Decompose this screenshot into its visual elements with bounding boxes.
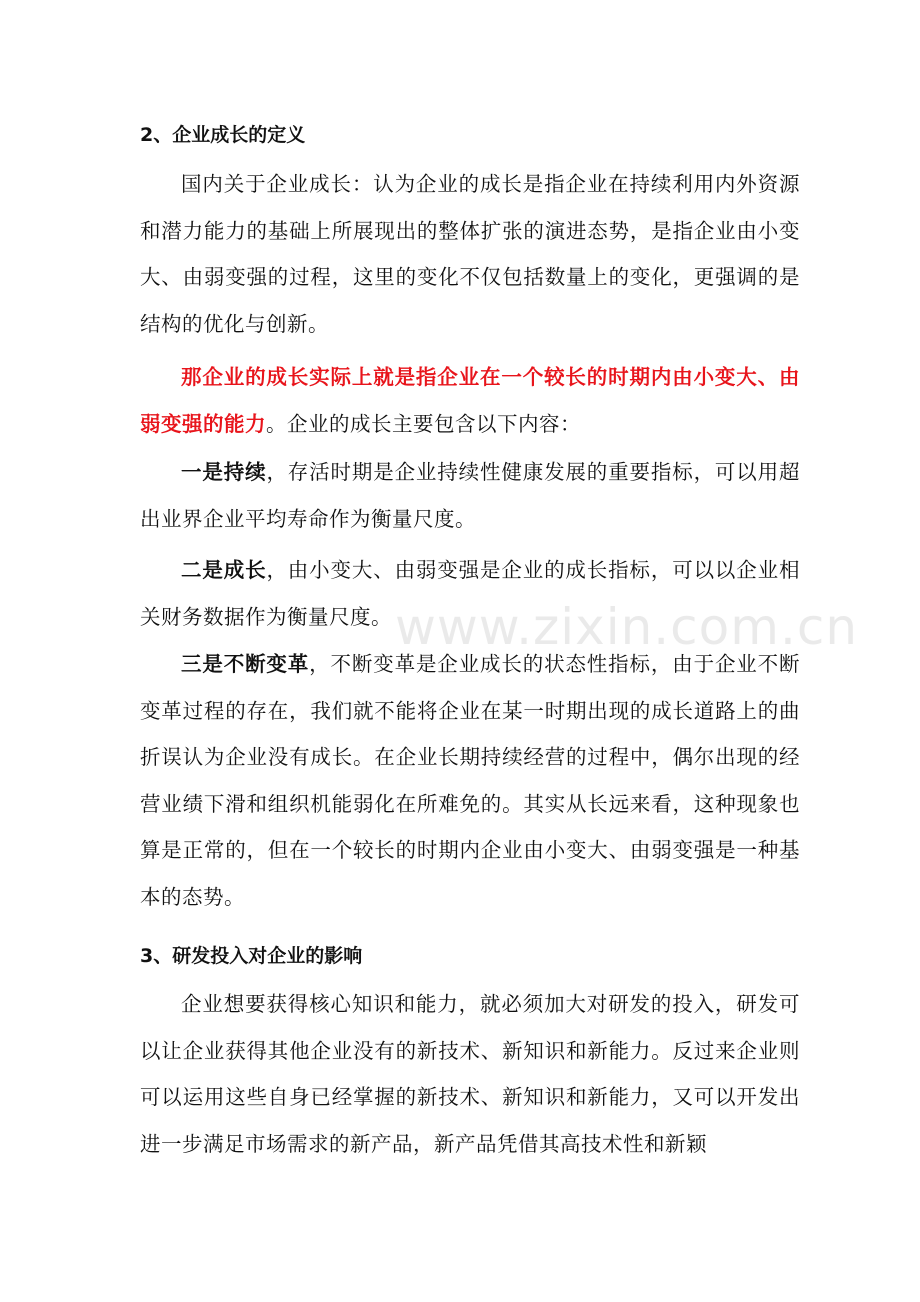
section-3-heading: 3、研发投入对企业的影响: [140, 945, 363, 967]
highlighted-definition: 那企业的成长实际上就是指企业在一个较长的时期内由小变大、由弱变强的能力: [140, 365, 800, 436]
point-3-title: 三是不断变革: [181, 652, 310, 676]
point-1-text: ，存活时期是企业持续性健康发展的重要指标，可以用超出业界企业平均寿命作为衡量尺度。: [140, 460, 801, 531]
point-2-text: ，由小变大、由弱变强是企业的成长指标，可以以企业相关财务数据作为衡量尺度。: [140, 558, 801, 629]
point-3-text: ，不断变革是企业成长的状态性指标，由于企业不断变革过程的存在，我们就不能将企业在某一时期出现的成长道路上的曲折误认为企业没有成长。在企业长期持续经营的过程中，偶尔出现的经营业绩下滑和组织机能弱化在所难免的。其实从长远来看，这种现象也算是正常的，但在一个较长的时期内企业由小变大、由弱变强是一种基本的态势。: [140, 652, 801, 909]
watermark: www.zixin.com.cn: [395, 598, 859, 656]
section-3-paragraph-1: 企业想要获得核心知识和能力，就必须加大对研发的投入，研发可以让企业获得其他企业没有的新技术、新知识和新能力。反过来企业则可以运用这些自身已经掌握的新技术、新知识和新能力，又可以开发出进一步满足市场需求的新产品，新产品凭借其高技术性和新颖: [140, 992, 800, 1156]
section-2-paragraph-5: [140, 641, 800, 920]
section-2-heading: 2、企业成长的定义: [140, 124, 306, 146]
section-2-paragraph-1: 国内关于企业成长：认为企业的成长是指企业在持续利用内外资源和潜力能力的基础上所展现出的整体扩张的演进态势，是指企业由小变大、由弱变强的过程，这里的变化不仅包括数量上的变化，更强调的是结构的优化与创新。: [140, 172, 800, 336]
section-2-paragraph-2: [140, 354, 800, 447]
point-2-title: 二是成长: [181, 558, 267, 582]
paragraph-2-rest: 。企业的成长主要包含以下内容：: [266, 411, 581, 436]
section-2-paragraph-3: [140, 449, 800, 542]
section-2-paragraph-4: [140, 547, 800, 640]
point-1-title: 一是持续: [181, 460, 267, 484]
